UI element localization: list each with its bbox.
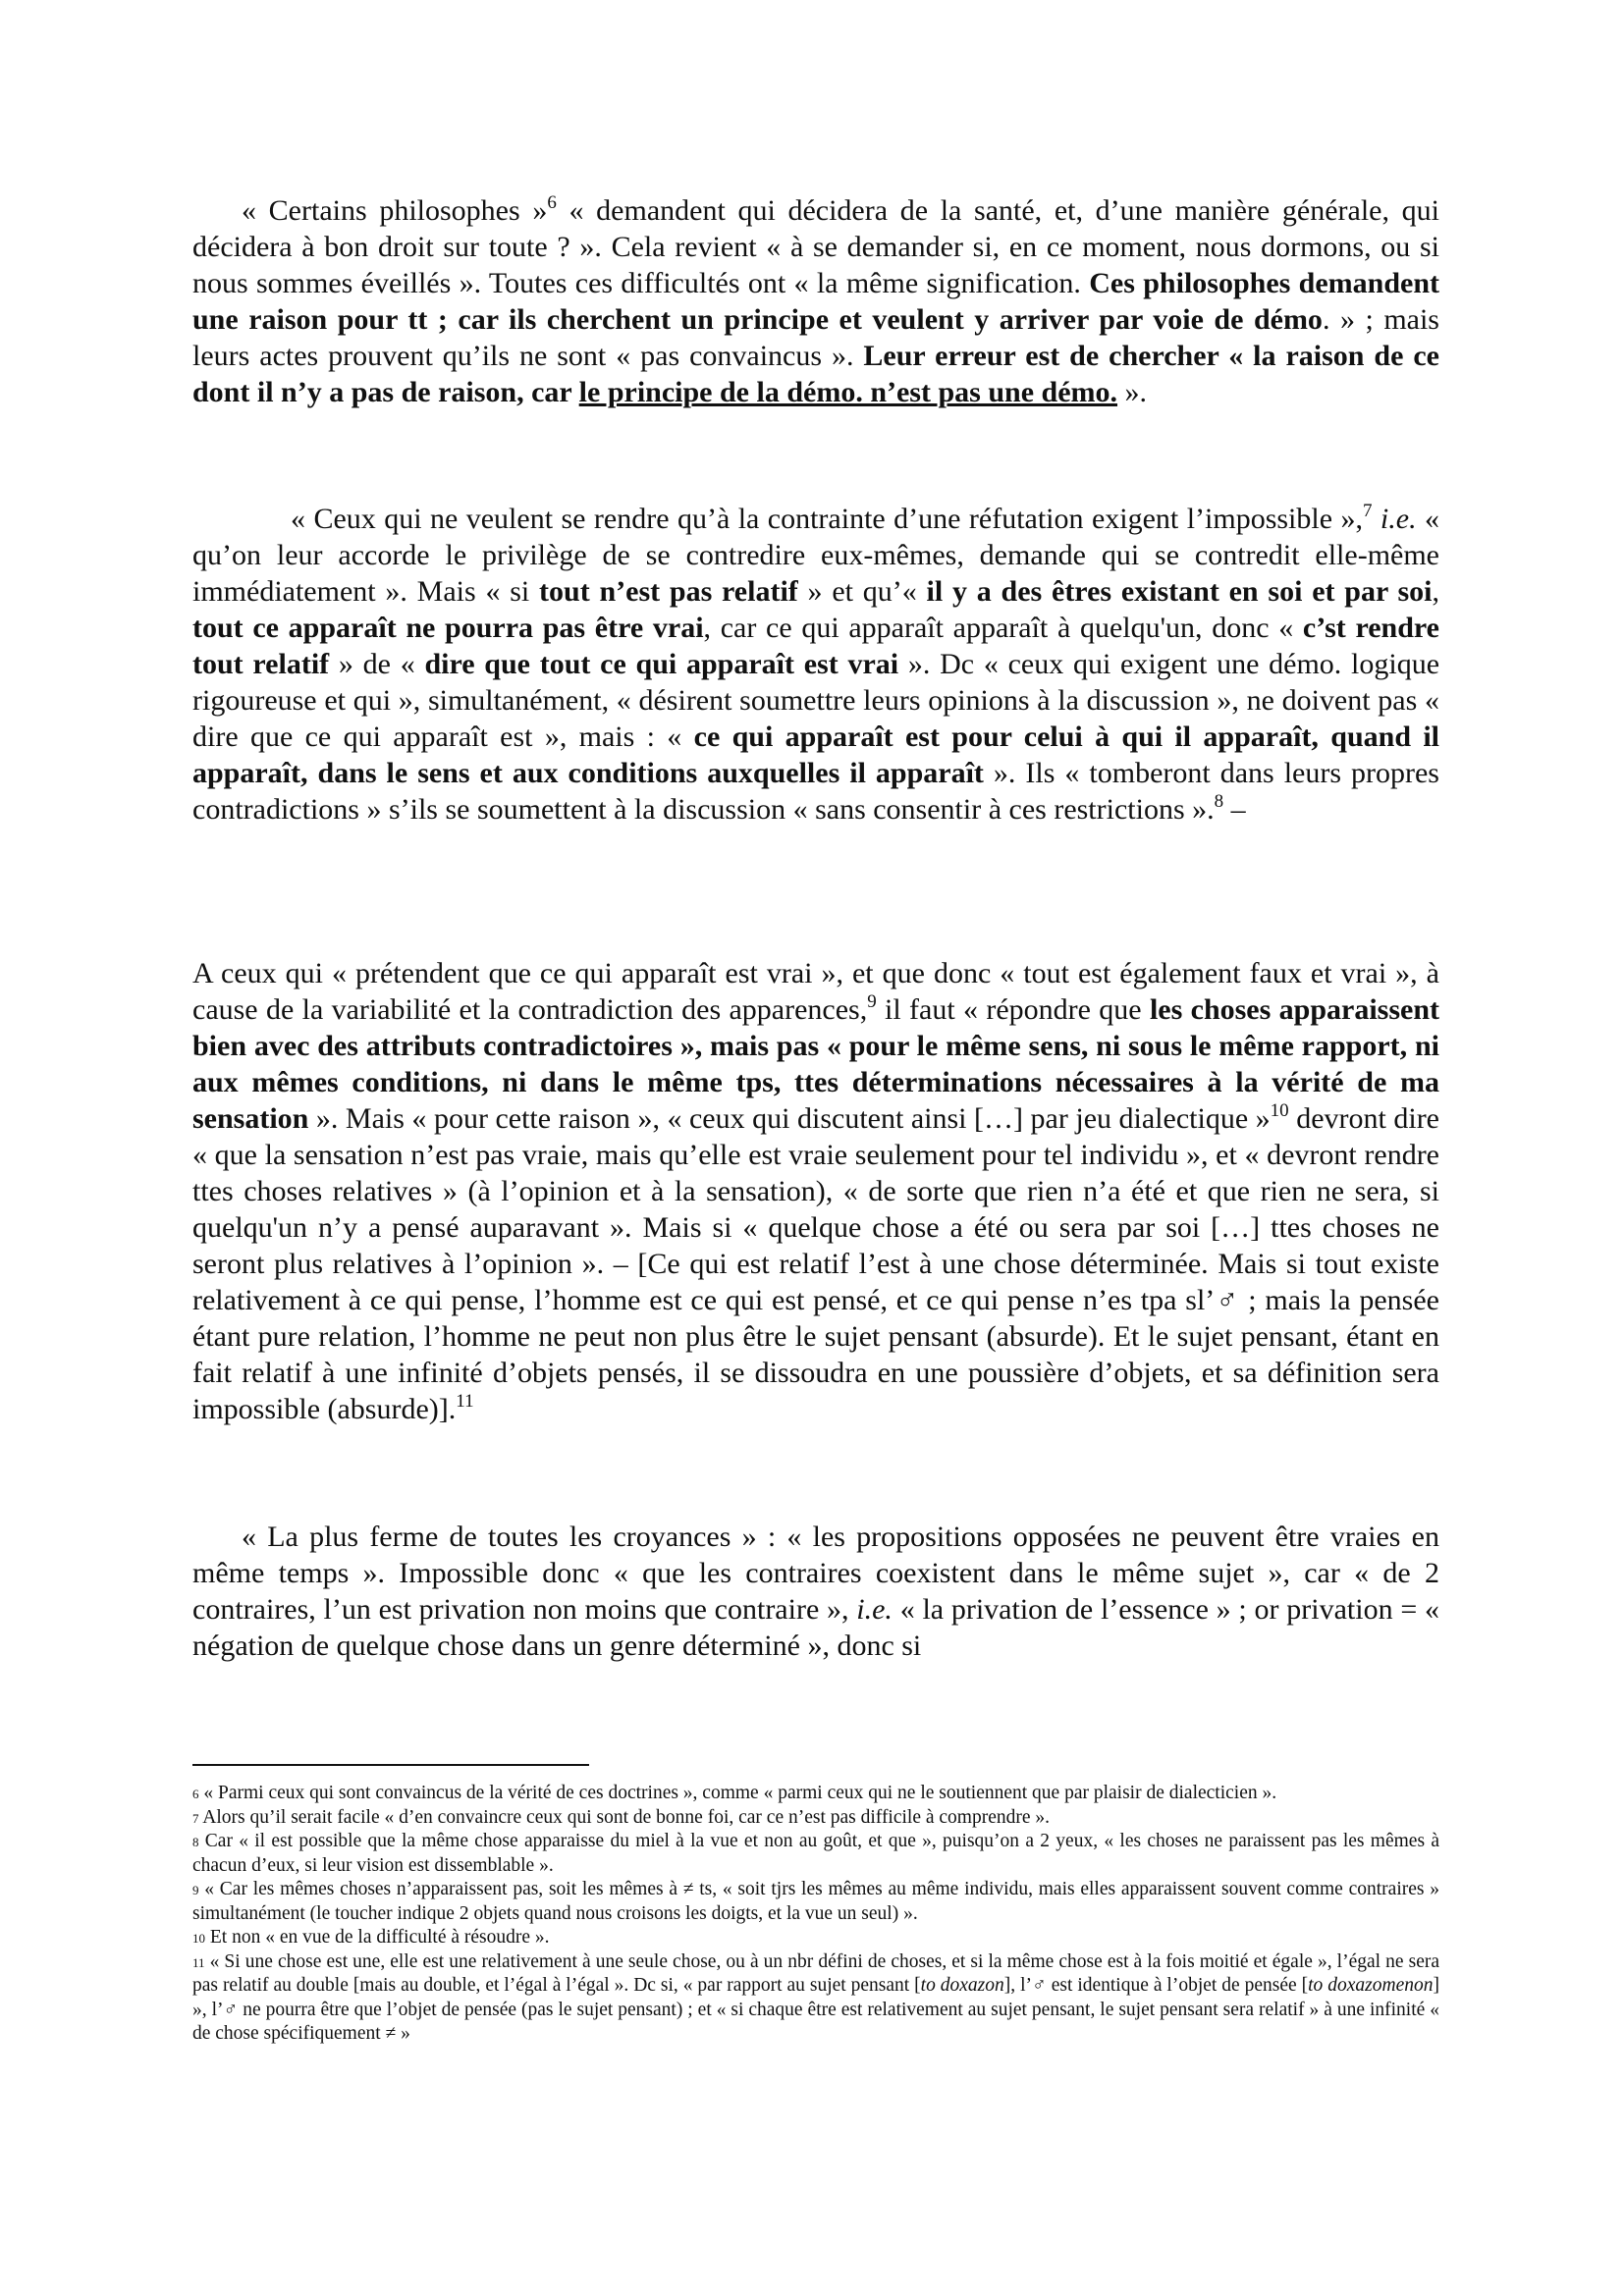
footnote-ref[interactable]: 8 [1214, 791, 1224, 812]
text: il faut « répondre que [876, 993, 1150, 1026]
text: devront dire « que la sensation n’est pas vraie, mais qu’elle est vraie seulement pour tel individu », et « devront rendre ttes choses relatives » (à l’opinion et à la sensation), « de sorte que rien n’a été et que rien ne sera, si quelqu'un n’y a pensé auparavant ». Mais si « quelque chose a été ou sera par soi […] ttes choses ne seront plus relatives à l’opinion ». – [Ce qui est relatif l’est à une chose déterminée. Mais si tout existe relativement à ce qui pense, l’homme est ce qui est pensé, et ce qui pense n’es tpa sl’♂ ; mais la pensée étant pure relation, l’homme ne peut non plus être le sujet pensant (absurde). Et le sujet pensant, étant en fait relatif à une infinité d’objets pensés, il se dissoudra en une poussière d’objets, et sa définition sera impossible (absurde)]. [192, 1102, 1440, 1425]
text: » et qu’« [797, 575, 927, 608]
footnote-10 [192, 1926, 1439, 1950]
footnote-number: 8 [192, 1835, 199, 1849]
paragraph-2 [192, 501, 1439, 828]
footnote-text: « Car les mêmes choses n’apparaissent pas, soit les mêmes à ≠ ts, « soit tjrs les mêmes au même individu, mais elles apparaissent souvent comme contraires » simultanément (le toucher indique 2 objets quand nous croisons les doigts, et la vue un seul) ». [192, 1879, 1439, 1924]
underlined-bold-text: le principe de la démo. n’est pas une démo. [578, 376, 1118, 408]
text: « Ceux qui ne veulent se rendre qu’à la contrainte d’une réfutation exigent l’impossible », [291, 503, 1363, 535]
text: « qu’on leur accorde le privilège de se contredire eux-mêmes, demande qui se contredit elle-même immédiatement ». Mais « si [192, 503, 1440, 608]
footnote-9 [192, 1878, 1439, 1926]
text: – [1223, 793, 1246, 826]
text: ». [1117, 376, 1148, 408]
text: A ceux qui « prétendent que ce qui apparaît est vrai », et que donc « tout est également faux et vrai », à cause de la variabilité et la contradiction des apparences, [192, 957, 1439, 1026]
paragraph-1 [192, 192, 1439, 410]
text: « la privation de l’essence » ; or privation = « négation de quelque chose dans un genre déterminé », donc si [192, 1593, 1439, 1662]
footnote-text: Alors qu’il serait facile « d’en convaincre ceux qui sont de bonne foi, car ce n’est pas difficile à comprendre ». [198, 1806, 1051, 1828]
footnote-ref[interactable]: 6 [547, 192, 557, 213]
footnote-8 [192, 1830, 1439, 1878]
footnote-number: 11 [192, 1954, 205, 1970]
italic-text: to doxazon [920, 1975, 1004, 1996]
text: ». Mais « pour cette raison », « ceux qui discutent ainsi […] par jeu dialectique » [308, 1102, 1271, 1135]
footnote-separator [192, 1764, 589, 1766]
bold-text: il y a des êtres existant en soi et par soi [926, 575, 1433, 608]
paragraph-4 [192, 1519, 1439, 1664]
footnote-text: Car « il est possible que la même chose apparaisse du miel à la vue et non au goût, et que », puisqu’on a 2 yeux, « les choses ne paraissent pas les mêmes à chacun d’eux, si leur vision est dissemblable ». [192, 1831, 1439, 1876]
bold-text: les choses apparaissent bien avec des attributs contradictoires », mais pas « pour le même sens, ni sous le même rapport, ni aux mêmes conditions, ni dans le même tps, ttes déterminations nécessaires à la vérité de ma sensation [192, 993, 1439, 1135]
text: « Certains philosophes » [242, 194, 548, 227]
footnote-ref[interactable]: 11 [456, 1391, 474, 1412]
bold-text: tout ce apparaît ne pourra pas être vrai [192, 612, 704, 644]
bold-text: tout n’est pas relatif [539, 575, 798, 608]
text: ». Ils « tomberont dans leurs propres contradictions » s’ils se soumettent à la discussion « sans consentir à ces restrictions ». [192, 757, 1439, 826]
footnote-7 [192, 1806, 1439, 1831]
bold-text: Ces philosophes demandent une raison pour tt ; car ils cherchent un principe et veulent y arriver par voie de démo [192, 267, 1440, 336]
paragraph-3 [192, 955, 1439, 1427]
footnote-number: 7 [192, 1810, 199, 1826]
footnote-number: 10 [192, 1931, 205, 1946]
footnote-text: ], l’♂ est identique à l’objet de pensée [ [1003, 1975, 1309, 1996]
bold-text: c’st rendre tout relatif [192, 612, 1439, 680]
footnote-11 [192, 1950, 1439, 2047]
text: ». Dc « ceux qui exigent une démo. logique rigoureuse et qui », simultanément, « désirent soumettre leurs opinions à la discussion », ne doivent pas « dire que ce qui apparaît est », mais : « [192, 648, 1440, 753]
italic-text: i.e. [856, 1593, 893, 1626]
footnote-ref[interactable]: 10 [1270, 1100, 1289, 1121]
bold-text: Leur erreur est de chercher « la raison de ce dont il n’y a pas de raison, car [192, 340, 1439, 408]
footnote-text: « Si une chose est une, elle est une relativement à une seule chose, ou à un nbr défini de choses, et si la même chose est à la fois moitié et égale », l’égal ne sera pas relatif au double [mais au double, et l’égal à l’égal ». Dc si, « par rapport au sujet pensant [ [192, 1950, 1439, 1996]
bold-text: ce qui apparaît est pour celui à qui il apparaît, quand il apparaît, dans le sens et aux conditions auxquelles il apparaît [192, 721, 1439, 789]
italic-text: to doxazomenon [1308, 1975, 1434, 1996]
text: , [1432, 575, 1440, 608]
footnotes [192, 1782, 1439, 2047]
italic-text: i.e. [1380, 503, 1417, 535]
text: » de « [329, 648, 425, 680]
footnote-text: « Parmi ceux qui sont convaincus de la vérité de ces doctrines », comme « parmi ceux qui ne le soutiennent que par plaisir de dialecticien ». [198, 1783, 1277, 1803]
footnote-number: 9 [192, 1883, 199, 1897]
text: , car ce qui apparaît apparaît à quelqu'un, donc « [703, 612, 1303, 644]
footnote-ref[interactable]: 7 [1362, 501, 1373, 521]
footnote-text: ] », l’♂ ne pourra être que l’objet de pensée (pas le sujet pensant) ; et « si chaque être est relativement au sujet pensant, le sujet pensant sera relatif » à une infinité « de chose spécifiquement ≠ » [192, 1975, 1439, 2044]
footnote-ref[interactable]: 9 [867, 991, 877, 1012]
text: « demandent qui décidera de la santé, et, d’une manière générale, qui décidera à bon droit sur toute ? ». Cela revient « à se demander si, en ce moment, nous dormons, ou si nous sommes éveillés ». Toutes ces difficultés ont « la même signification. [192, 194, 1439, 299]
text: « La plus ferme de toutes les croyances » : « les propositions opposées ne peuvent être vraies en même temps ». Impossible donc « que les contraires coexistent dans le même sujet », car « de 2 contraires, l’un est privation non moins que contraire », [192, 1521, 1439, 1626]
footnote-text: Et non « en vue de la difficulté à résoudre ». [205, 1927, 550, 1948]
bold-text: dire que tout ce qui apparaît est vrai [424, 648, 899, 680]
text: . » ; mais leurs actes prouvent qu’ils ne sont « pas convaincus ». [192, 303, 1439, 372]
footnote-6 [192, 1782, 1439, 1806]
footnote-number: 6 [192, 1787, 199, 1801]
